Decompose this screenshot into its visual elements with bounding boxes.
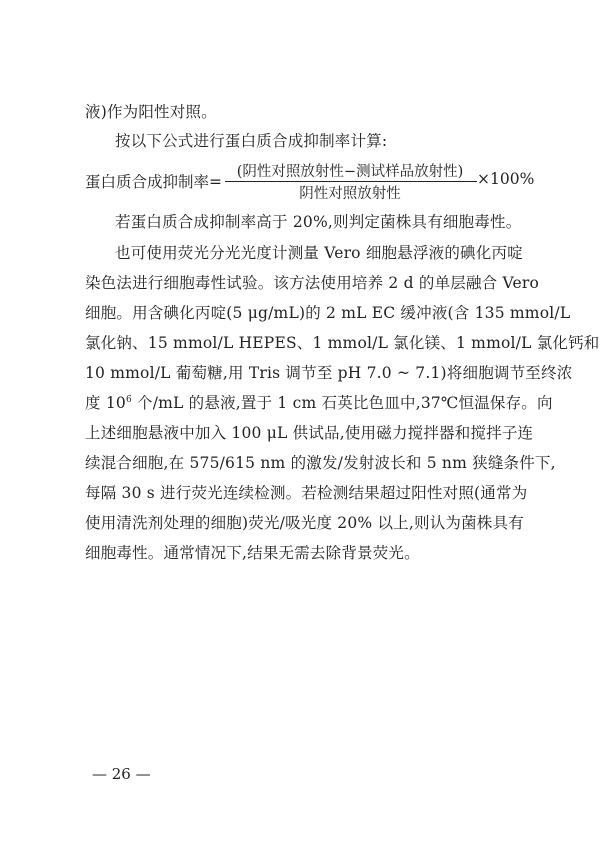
paragraph-line: 氯化钠、15 mmol/L HEPES、1 mmol/L 氯化镁、1 mmol/L 氯化钙和	[85, 334, 600, 352]
paragraph-line: 染色法进行细胞毒性试验。该方法使用培养 2 d 的单层融合 Vero	[85, 274, 539, 292]
inhibition-rate-formula	[85, 160, 535, 202]
paragraph-line: 续混合细胞,在 575/615 nm 的激发/发射波长和 5 nm 狭缝条件下,	[85, 454, 556, 472]
line-rest: 个/mL 的悬液,置于 1 cm 石英比色皿中,37℃恒温保存。向	[137, 394, 553, 412]
concentration-prefix: 度 10	[85, 394, 126, 412]
page-number: — 26 —	[92, 765, 151, 783]
paragraph-line: 10 mmol/L 葡萄糖,用 Tris 调节至 pH 7.0 ~ 7.1)将细胞调节至终浓	[85, 364, 573, 382]
paragraph-line: 上述细胞悬液中加入 100 μL 供试品,使用磁力搅拌器和搅拌子连	[85, 424, 534, 442]
paragraph-line: 也可使用荧光分光光度计测量 Vero 细胞悬浮液的碘化丙啶	[115, 244, 523, 262]
paragraph-line: 液)作为阳性对照。	[85, 103, 217, 121]
exponent: 6	[125, 395, 132, 405]
paragraph-line: 细胞毒性。通常情况下,结果无需去除背景荧光。	[85, 544, 420, 562]
formula-numerator: (阴性对照放射性−测试样品放射性)	[236, 164, 464, 180]
paragraph-line: 细胞。用含碘化丙啶(5 μg/mL)的 2 mL EC 缓冲液(含 135 mmol/L	[85, 304, 571, 322]
paragraph-line	[85, 393, 553, 413]
paragraph-line: 按以下公式进行蛋白质合成抑制率计算:	[115, 132, 388, 150]
formula-lhs: 蛋白质合成抑制率=	[85, 173, 222, 191]
paragraph-line: 每隔 30 s 进行荧光连续检测。若检测结果超过阳性对照(通常为	[85, 484, 528, 502]
paragraph-line: 若蛋白质合成抑制率高于 20%,则判定菌株具有细胞毒性。	[115, 213, 522, 231]
paragraph-line: 使用清洗剂处理的细胞)荧光/吸光度 20% 以上,则认为菌株具有	[85, 514, 524, 532]
formula-multiplier: ×100%	[477, 170, 535, 188]
formula-denominator: 阴性对照放射性	[299, 186, 401, 202]
